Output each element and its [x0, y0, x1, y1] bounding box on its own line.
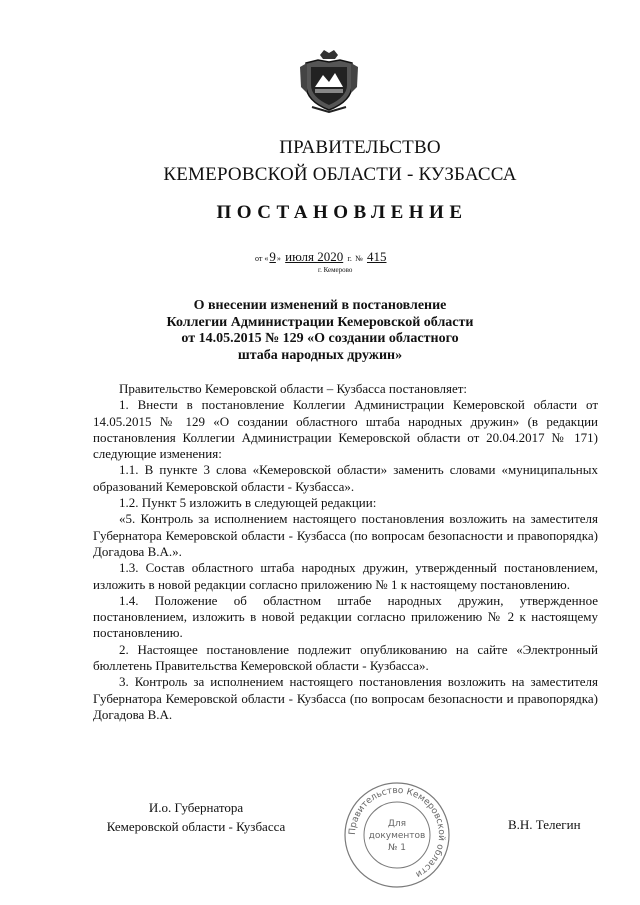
signatory-position-line1: И.о. Губернатора — [148, 800, 244, 815]
title-line2: Коллегии Администрации Кемеровской области — [166, 314, 474, 330]
document-body — [93, 381, 598, 723]
paragraph-1-1: 1.1. В пункте 3 слова «Кемеровской области» заменить словами «муниципальных образований Кемеровской области - Кузбасса». — [93, 462, 598, 494]
stamp-center-line2: документов — [368, 831, 426, 841]
paragraph-3: 3. Контроль за исполнением настоящего постановления возложить на заместителя Губернатора Кемеровской области - Кузбасса (по вопросам безопасности и правопорядка) Догадова В.А. — [93, 674, 598, 722]
date-prefix: от « — [255, 254, 269, 263]
stamp-ring-text: Правительство Кемеровской области — [347, 785, 447, 880]
document-dateline — [255, 249, 387, 265]
date-mid: » — [276, 254, 281, 263]
intro-paragraph: Правительство Кемеровской области – Кузбасса постановляет: — [119, 381, 468, 396]
stamp-center-line1: Для — [387, 819, 407, 829]
paragraph-1-2: 1.2. Пункт 5 изложить в следующей редакции: — [119, 495, 377, 511]
paragraph-1-2-quote: «5. Контроль за исполнением настоящего постановления возложить на заместителя Губернатора Кемеровской области - Кузбасса (по вопросам безопасности и правопорядка) Догадова В.А.». — [93, 511, 598, 559]
organization-name-line1: ПРАВИТЕЛЬСТВО — [279, 137, 441, 158]
document-title — [100, 298, 540, 364]
signatory-name: В.Н. Телегин — [508, 817, 581, 832]
date-month-year: июля 2020 — [285, 249, 344, 264]
paragraph-1-4: 1.4. Положение об областном штабе народных дружин, утвержденное постановлением, изложить в новой редакции согласно приложению № 2 к настоящему постановлению. — [93, 592, 598, 641]
title-line4: штаба народных дружин» — [237, 347, 403, 363]
signatory-position-line2: Кемеровской области - Кузбасса — [106, 819, 286, 834]
paragraph-2: 2. Настоящее постановление подлежит опубликованию на сайте «Электронный бюллетень Правительства Кемеровской области - Кузбасса». — [93, 641, 598, 674]
organization-name-line2: КЕМЕРОВСКОЙ ОБЛАСТИ - КУЗБАССА — [163, 164, 517, 185]
paragraph-1: 1. Внести в постановление Коллегии Администрации Кемеровской области от 14.05.2015 № 129 «О создании областного штаба народных дружин» (в редакции постановления Коллегии Администрации Кемеровской области от 20.04.2017 № 171) следующие изменения: — [93, 397, 598, 462]
coat-of-arms-emblem — [298, 47, 360, 113]
signatory-position — [96, 798, 296, 836]
title-line3: от 14.05.2015 № 129 «О создании областного — [181, 331, 459, 346]
date-day: 9 — [269, 249, 276, 264]
stamp-center-line3: № 1 — [388, 843, 406, 853]
official-stamp — [337, 780, 457, 890]
number-prefix: № — [355, 254, 363, 263]
paragraph-1-3: 1.3. Состав областного штаба народных дружин, утвержденный постановлением, изложить в новой редакции согласно приложению № 1 к настоящему постановлению. — [93, 560, 598, 592]
document-number: 415 — [366, 249, 387, 264]
document-type-heading: ПОСТАНОВЛЕНИЕ — [216, 202, 468, 223]
document-city: г. Кемерово — [318, 266, 353, 274]
title-line1: О внесении изменений в постановление — [193, 298, 447, 313]
date-year-suffix: г. — [347, 254, 352, 263]
